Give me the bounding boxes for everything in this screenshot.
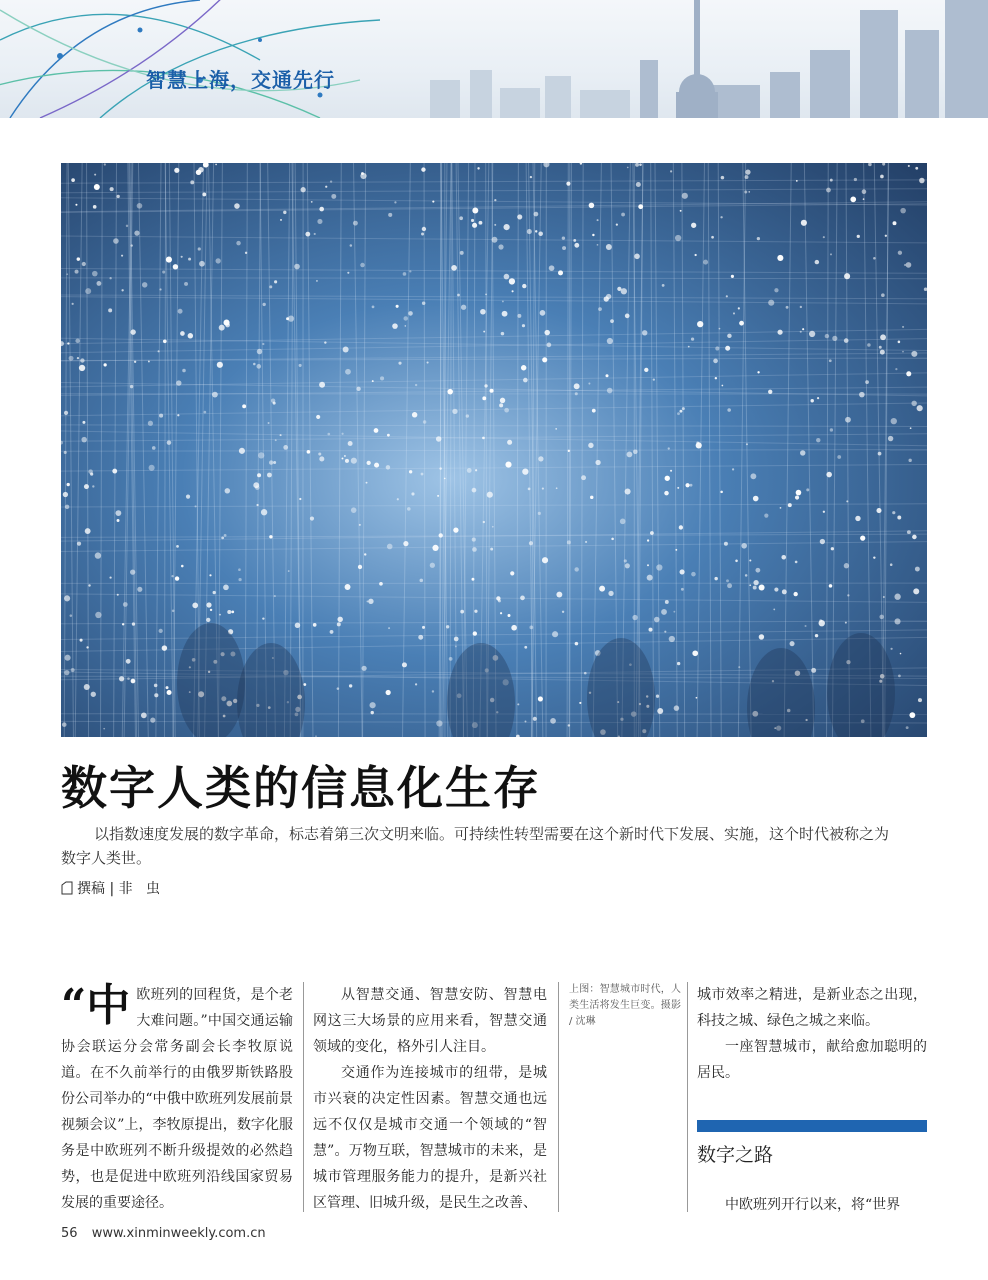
column-4-paragraph-2: 一座智慧城市，献给愈加聪明的居民。 bbox=[697, 1039, 927, 1081]
header-graphic bbox=[0, 0, 988, 118]
photo-caption: 上图：智慧城市时代，人类生活将发生巨变。摄影 / 沈琳 bbox=[569, 984, 681, 1027]
column-divider bbox=[558, 982, 559, 1212]
column-1 bbox=[61, 982, 293, 1216]
article-title: 数字人类的信息化生存 bbox=[61, 761, 541, 815]
column-2-paragraph-1: 从智慧交通、智慧安防、智慧电网这三大场景的应用来看，智慧交通领域的变化，格外引人注目。 bbox=[313, 987, 547, 1055]
column-4-paragraph-3: 中欧班列开行以来，将“世界 bbox=[725, 1197, 901, 1213]
column-2 bbox=[313, 982, 547, 1216]
drop-cap: “中 bbox=[61, 980, 131, 1031]
column-divider bbox=[687, 982, 688, 1212]
column-4-paragraph-1: 城市效率之精进，是新业态之出现，科技之城、绿色之城之来临。 bbox=[697, 987, 927, 1029]
column-3 bbox=[569, 982, 681, 1030]
light-installation-image bbox=[61, 163, 927, 737]
article-lead: 以指数速度发展的数字革命，标志着第三次文明来临。可持续性转型需要在这个新时代下发展、实施，这个时代被称之为数字人类世。 bbox=[61, 825, 890, 867]
hero-photo bbox=[61, 163, 927, 737]
page-number: 56 bbox=[61, 1226, 78, 1241]
column-4-continued bbox=[697, 1192, 927, 1218]
column-4 bbox=[697, 982, 927, 1086]
column-2-paragraph-2: 交通作为连接城市的纽带，是城市兴衰的决定性因素。智慧交通也远远不仅仅是城市交通一个领域的“智慧”。万物互联，智慧城市的未来，是城市管理服务能力的提升，是新兴社区管理、旧城升级，是民生之改善、 bbox=[313, 1065, 547, 1211]
column-divider bbox=[303, 982, 304, 1212]
column-1-text: 欧班列的回程货，是个老大难问题。”中国交通运输协会联运分会常务副会长李牧原说道。在不久前举行的由俄罗斯铁路股份公司举办的“中俄中欧班列发展前景视频会议”上，李牧原提出，数字化服务是中欧班列不断升级提效的必然趋势，也是促进中欧班列沿线国家贸易发展的重要途径。 bbox=[61, 987, 293, 1211]
pen-icon bbox=[61, 881, 73, 895]
header-banner bbox=[0, 0, 988, 118]
site-url: www.xinminweekly.com.cn bbox=[91, 1226, 266, 1241]
byline bbox=[61, 878, 160, 898]
section-bar bbox=[697, 1120, 927, 1132]
section-header-title: 智慧上海，交通先行 bbox=[146, 68, 335, 92]
page-footer bbox=[61, 1226, 266, 1241]
byline-text: 撰稿 | 非 虫 bbox=[77, 881, 160, 897]
section-title: 数字之路 bbox=[697, 1144, 774, 1166]
